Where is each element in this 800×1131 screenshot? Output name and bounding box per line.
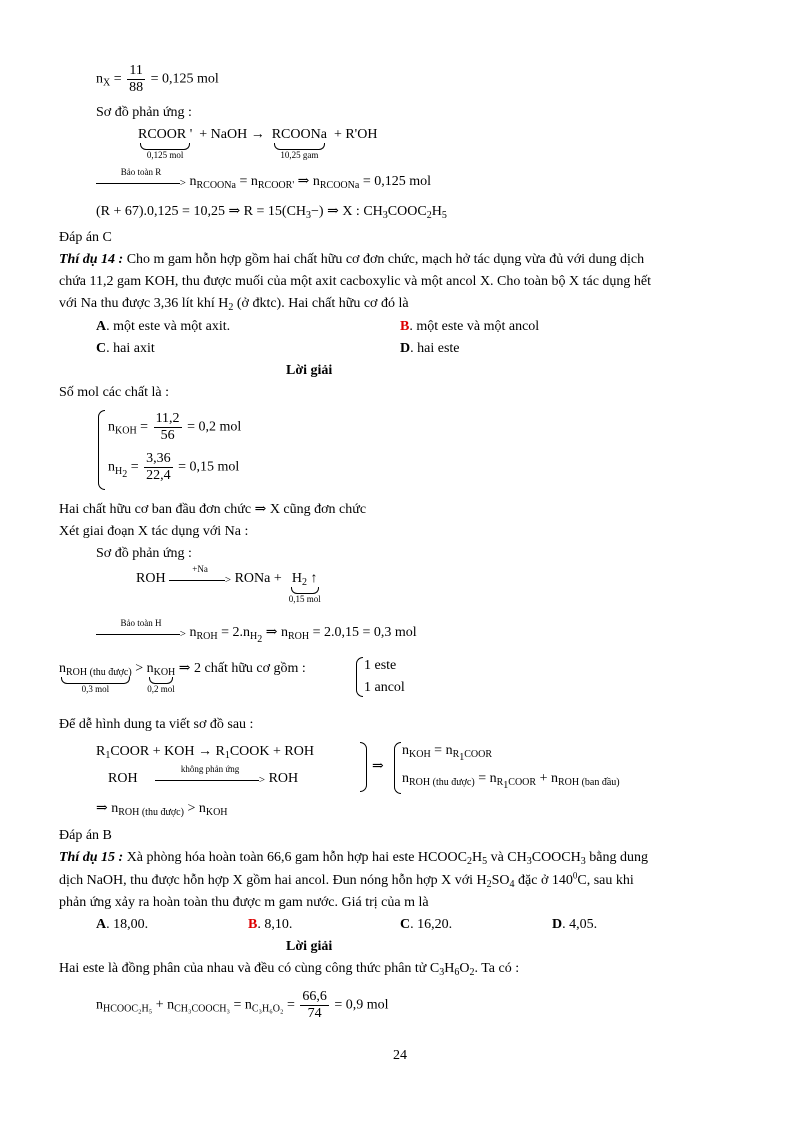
r-calculation: (R + 67).0,125 = 10,25 ⇒ $R = 15(CH_3-)$ ⇒ X : $CH_3COOC_2H_5$: [96, 204, 447, 221]
n-koh-equation: $n_{KOH}$ = $\frac{11,2}{56}$ = 0,2 mol: [108, 411, 242, 443]
ex15-question-line2: dịch NaOH, thu được hỗn hợp X gồm hai ancol. Đun nóng hỗn hợp X với $H_2SO_4$ đặc ở $140^0C$, sau khi: [59, 870, 634, 890]
implies-symbol: ⇒: [372, 759, 384, 774]
ex14-question-line3: với Na thu được 3,36 lít khí $H_2$ (ở đktc). Hai chất hữu cơ đó là: [59, 296, 409, 313]
ex14-paragraph1: Hai chất hữu cơ ban đầu đơn chức ⇒ X cũng đơn chức: [59, 502, 367, 517]
no-reaction-equation: ROH không phản ứng > ROH: [108, 764, 299, 787]
ex15-option-a: A. 18,00.: [96, 917, 149, 932]
ex15-solution-heading: Lời giải: [286, 939, 333, 954]
relation-koh: $n_{KOH} = n_{R_1COOR}$: [402, 743, 493, 763]
ex15-option-d: D. 4,05.: [552, 917, 598, 932]
ex15-paragraph1: Hai este là đồng phân của nhau và đều có cùng công thức phân tử $C_3H_6O_2$. Ta có :: [59, 961, 520, 978]
ex14-question-line1: Thí dụ 14 : Cho m gam hỗn hợp gồm hai chất hữu cơ đơn chức, mạch hở tác dụng vừa đủ với dung dịch: [59, 252, 645, 267]
conservation-r: Bảo toàn R > $n_{RCOONa} = n_{RCOOR'}$ ⇒ $n_{RCOONa} = 0,125$ mol: [96, 175, 431, 189]
ex15-mol-equation: $n_{HCOOC_2H_5} + n_{CH_3COOCH_3} = n_{C_3H_6O_2}$ = $\frac{66,6}{74}$ = 0,9 mol: [96, 989, 389, 1021]
result-ester: 1 este: [364, 658, 397, 673]
nx-equation: $n_X$ = $\frac{11}{88}$ = 0,125 mol: [96, 63, 219, 95]
roh-na-reaction: ROH +Na > RONa + $H_2$ ↑ 0,15 mol: [136, 564, 321, 604]
result-brace: [356, 657, 363, 697]
answer-b: Đáp án B: [59, 828, 112, 843]
ex15-option-b: B. 8,10.: [248, 917, 293, 932]
n-h2-equation: $n_{H_2}$ = $\frac{3,36}{22,4}$ = 0,15 mol: [108, 451, 240, 483]
answer-c: Đáp án C: [59, 230, 112, 245]
system-brace: [98, 410, 105, 490]
diagram-title: Sơ đồ phản ứng :: [96, 105, 192, 120]
equations-brace: [360, 742, 367, 792]
ex14-diagram-title: Sơ đồ phản ứng :: [96, 546, 192, 561]
ex15-question-line3: phản ứng xảy ra hoàn toàn thu được m gam nước. Giá trị của m là: [59, 895, 429, 910]
ex15-question-line1: Thí dụ 15 : Xà phòng hóa hoàn toàn 66,6 gam hỗn hợp hai este $HCOOC_2H_5$ và $CH_3COOCH_3$ bằng dung: [59, 850, 648, 867]
ex14-solution-heading: Lời giải: [286, 363, 333, 378]
ex14-option-d: D. hai este: [400, 341, 460, 356]
result-alcohol: 1 ancol: [364, 680, 405, 695]
ex14-option-a: A. một este và một axit.: [96, 319, 231, 334]
ex14-mol-title: Số mol các chất là :: [59, 385, 170, 400]
reaction-scheme: RCOOR ' 0,125 mol + NaOH → RCOONa 10,25 gam + R'OH: [138, 127, 378, 160]
ex14-paragraph2: Xét giai đoạn X tác dụng với Na :: [59, 524, 249, 539]
ex15-option-c: C. 16,20.: [400, 917, 453, 932]
ex14-option-c: C. hai axit: [96, 341, 155, 356]
ex14-option-b: B. một este và một ancol: [400, 319, 540, 334]
saponification-equation: $R_1COOR$ + KOH → $R_1COOK$ + ROH: [96, 744, 314, 761]
ex14-paragraph3: Để dễ hình dung ta viết sơ đồ sau :: [59, 717, 254, 732]
conclusion: ⇒ $n_{ROH (thu được)} > n_{KOH}$: [96, 801, 228, 818]
page-number: 24: [393, 1048, 407, 1063]
ex14-question-line2: chứa 11,2 gam KOH, thu được muối của một axit cacboxylic và một ancol X. Cho toàn bộ X tác dụng hết: [59, 274, 652, 289]
relations-brace: [394, 742, 401, 794]
relation-roh: $n_{ROH (thu được)} = n_{R_1COOR} + n_{ROH (ban đầu)}$: [402, 771, 620, 791]
roh-koh-comparison: $n_{ROH (thu được)}$ 0,3 mol > $n_{KOH}$ 0,2 mol ⇒ 2 chất hữu cơ gồm :: [59, 661, 306, 694]
conservation-h: Bảo toàn H > $n_{ROH} = 2.n_{H_2}$ ⇒ $n_{ROH} = 2.0,15 = 0,3$ mol: [96, 626, 417, 640]
